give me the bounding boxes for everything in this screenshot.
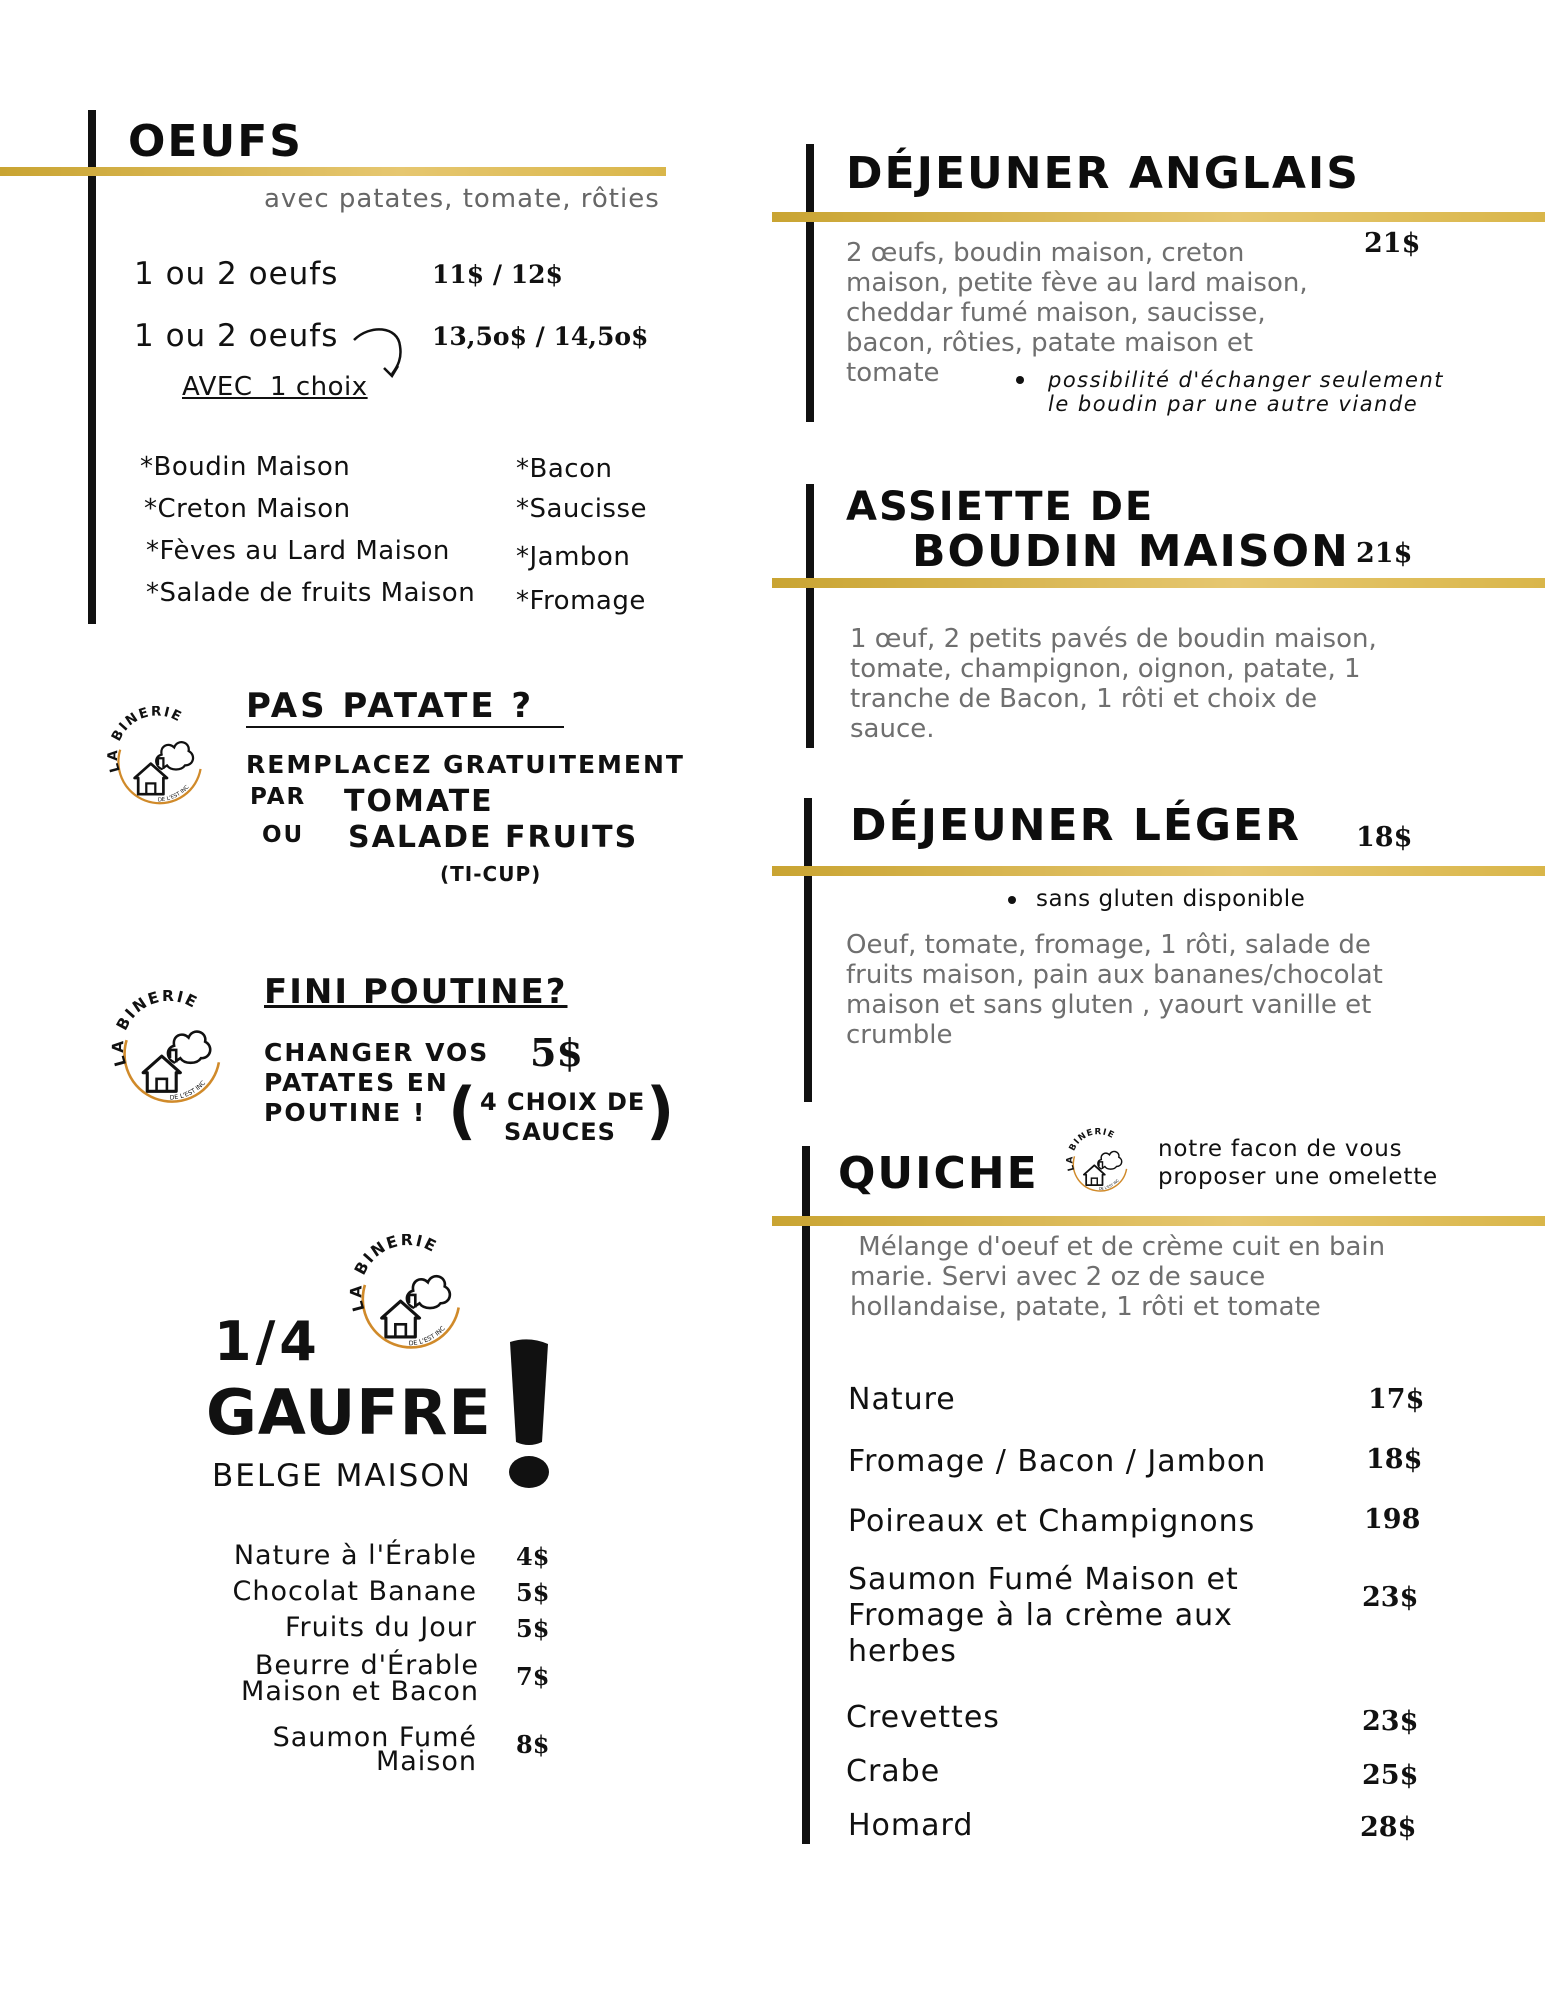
oeufs-choice-note: AVEC 1 choix — [182, 372, 368, 402]
binerie-logo-4 — [1064, 1128, 1134, 1198]
anglais-desc-5: tomate — [846, 358, 940, 388]
logo-small-text: DE L'EST INC — [157, 784, 191, 804]
poutine-price: 5$ — [530, 1030, 583, 1075]
boudin-vertical-bar — [806, 484, 814, 748]
quiche-item-homard-price: 28$ — [1360, 1812, 1417, 1843]
leger-price: 18$ — [1356, 822, 1413, 853]
quiche-item-saumon-2: Fromage à la crème aux — [848, 1598, 1233, 1633]
quiche-vertical-bar — [802, 1146, 810, 1844]
poutine-sauce-line2: SAUCES — [504, 1118, 616, 1146]
quiche-item-fromage-price: 18$ — [1366, 1444, 1423, 1475]
gaufre-fraction: 1/4 — [214, 1310, 321, 1373]
oeufs-choice-left-1: *Boudin Maison — [140, 452, 351, 482]
gaufre-item-4-label2: Maison et Bacon — [241, 1676, 479, 1707]
boudin-title-line1: ASSIETTE DE — [846, 484, 1155, 530]
quiche-item-nature: Nature — [848, 1382, 956, 1417]
anglais-note-1: possibilité d'échanger seulement — [1048, 368, 1445, 392]
leger-desc-3: maison et sans gluten , yaourt vanille et — [846, 990, 1372, 1020]
anglais-desc-3: cheddar fumé maison, saucisse, — [846, 298, 1266, 328]
boudin-desc-1: 1 œuf, 2 petits pavés de boudin maison, — [850, 624, 1377, 654]
quiche-title: QUICHE — [838, 1148, 1039, 1199]
boudin-price: 21$ — [1356, 538, 1413, 569]
pas-patate-par: PAR — [250, 784, 307, 810]
gaufre-item-5-price: 8$ — [516, 1730, 550, 1759]
pas-patate-opt-salade: SALADE FRUITS — [348, 820, 639, 855]
quiche-item-crabe-price: 25$ — [1362, 1760, 1419, 1791]
anglais-price: 21$ — [1364, 228, 1421, 259]
paren-right: ) — [646, 1074, 675, 1147]
leger-desc-2: fruits maison, pain aux bananes/chocolat — [846, 960, 1383, 990]
anglais-desc-1: 2 œufs, boudin maison, creton — [846, 238, 1245, 268]
oeufs-line2-price: 13,5o$ / 14,5o$ — [432, 322, 649, 351]
poutine-line3: POUTINE ! — [264, 1098, 427, 1127]
exclamation-icon — [504, 1338, 554, 1490]
pas-patate-opt-tomate: TOMATE — [344, 784, 494, 819]
boudin-gold-rule — [772, 578, 1545, 588]
boudin-desc-2: tomate, champignon, oignon, patate, 1 — [850, 654, 1361, 684]
oeufs-choice-left-2: *Creton Maison — [144, 494, 351, 524]
logo-arc-text: LA BINERIE — [1065, 1128, 1117, 1172]
oeufs-choice-right-3: *Jambon — [516, 542, 631, 572]
quiche-tagline-2: proposer une omelette — [1158, 1164, 1438, 1190]
quiche-item-homard: Homard — [848, 1808, 974, 1843]
quiche-desc-3: hollandaise, patate, 1 rôti et tomate — [850, 1292, 1321, 1322]
paren-left: ( — [448, 1074, 477, 1147]
poutine-line2: PATATES EN — [264, 1068, 449, 1097]
pas-patate-ou: OU — [262, 822, 305, 848]
logo-arc-text: LA BINERIE — [105, 706, 186, 775]
quiche-desc-1: Mélange d'oeuf et de crème cuit en bain — [850, 1232, 1386, 1262]
oeufs-subtitle: avec patates, tomate, rôties — [264, 184, 660, 214]
oeufs-choice-right-4: *Fromage — [516, 586, 646, 616]
gaufre-item-1-price: 4$ — [516, 1542, 550, 1571]
logo-arc-text: LA BINERIE — [346, 1234, 442, 1314]
anglais-gold-rule — [772, 212, 1545, 222]
binerie-logo-2 — [108, 990, 232, 1114]
poutine-title: FINI POUTINE? — [264, 972, 568, 1012]
oeufs-vertical-bar — [88, 110, 96, 624]
quiche-item-saumon-1: Saumon Fumé Maison et — [848, 1562, 1239, 1597]
leger-desc-4: crumble — [846, 1020, 953, 1050]
leger-title: DÉJEUNER LÉGER — [850, 800, 1301, 851]
quiche-tagline-1: notre facon de vous — [1158, 1136, 1403, 1162]
boudin-title-line2: BOUDIN MAISON — [912, 526, 1350, 577]
anglais-note-2: le boudin par une autre viande — [1048, 392, 1419, 416]
quiche-item-nature-price: 17$ — [1368, 1384, 1425, 1415]
leger-desc-1: Oeuf, tomate, fromage, 1 rôti, salade de — [846, 930, 1371, 960]
oeufs-title: OEUFS — [128, 116, 303, 167]
oeufs-line2-label: 1 ou 2 oeufs — [134, 318, 339, 354]
quiche-item-crevettes: Crevettes — [846, 1700, 1000, 1735]
bullet-dot — [1016, 376, 1024, 384]
anglais-desc-2: maison, petite fève au lard maison, — [846, 268, 1308, 298]
gaufre-item-3-label: Fruits du Jour — [284, 1612, 477, 1643]
gaufre-item-1-label: Nature à l'Érable — [233, 1540, 477, 1571]
quiche-gold-rule — [772, 1216, 1545, 1226]
pas-patate-note: (TI-CUP) — [440, 862, 542, 886]
oeufs-choice-left-3: *Fèves au Lard Maison — [146, 536, 450, 566]
quiche-item-crevettes-price: 23$ — [1362, 1706, 1419, 1737]
bullet-dot — [1008, 896, 1016, 904]
quiche-desc-2: marie. Servi avec 2 oz de sauce — [850, 1262, 1266, 1292]
leger-vertical-bar — [804, 798, 812, 1102]
poutine-line1: CHANGER VOS — [264, 1038, 490, 1067]
gaufre-item-5-label: Saumon Fumé — [272, 1722, 477, 1753]
binerie-logo-1 — [104, 706, 212, 814]
leger-bullet-text: sans gluten disponible — [1036, 886, 1306, 912]
pas-patate-line1: REMPLACEZ GRATUITEMENT — [246, 750, 685, 779]
gaufre-item-2-label: Chocolat Banane — [232, 1576, 477, 1607]
quiche-item-poireaux-price: 198 — [1364, 1504, 1421, 1535]
quiche-item-crabe: Crabe — [846, 1754, 941, 1789]
gaufre-item-3-price: 5$ — [516, 1614, 550, 1643]
quiche-item-fromage: Fromage / Bacon / Jambon — [848, 1444, 1267, 1479]
anglais-title: DÉJEUNER ANGLAIS — [846, 148, 1360, 199]
leger-gold-rule — [772, 866, 1545, 876]
binerie-logo-3 — [346, 1234, 472, 1360]
quiche-item-poireaux: Poireaux et Champignons — [848, 1504, 1256, 1539]
gaufre-item-2-price: 5$ — [516, 1578, 550, 1607]
oeufs-choice-left-4: *Salade de fruits Maison — [146, 578, 476, 608]
gaufre-item-4-price: 7$ — [516, 1662, 550, 1691]
anglais-vertical-bar — [806, 144, 814, 422]
boudin-desc-4: sauce. — [850, 714, 935, 744]
poutine-sauce-line1: 4 CHOIX DE — [480, 1088, 646, 1116]
quiche-item-saumon-3: herbes — [848, 1634, 957, 1669]
gaufre-item-4-label: Beurre d'Érable — [254, 1650, 479, 1681]
logo-arc-text: LA BINERIE — [108, 990, 202, 1069]
oeufs-gold-rule — [0, 167, 666, 176]
logo-small-text: DE L'EST INC — [169, 1079, 208, 1102]
boudin-desc-3: tranche de Bacon, 1 rôti et choix de — [850, 684, 1318, 714]
oeufs-line1-label: 1 ou 2 oeufs — [134, 256, 339, 292]
oeufs-choice-right-1: *Bacon — [516, 454, 613, 484]
oeufs-choice-right-2: *Saucisse — [516, 494, 648, 524]
gaufre-subtitle: BELGE MAISON — [212, 1458, 472, 1494]
gaufre-title: GAUFRE — [206, 1376, 492, 1449]
logo-small-text: DE L'EST INC — [408, 1325, 447, 1348]
gaufre-item-5-label2: Maison — [375, 1746, 477, 1777]
oeufs-line1-price: 11$ / 12$ — [432, 260, 563, 289]
anglais-desc-4: bacon, rôties, patate maison et — [846, 328, 1254, 358]
logo-small-text: DE L'EST INC — [1098, 1178, 1120, 1191]
quiche-item-saumon-price: 23$ — [1362, 1582, 1419, 1613]
pas-patate-title: PAS PATATE ? — [246, 686, 564, 728]
